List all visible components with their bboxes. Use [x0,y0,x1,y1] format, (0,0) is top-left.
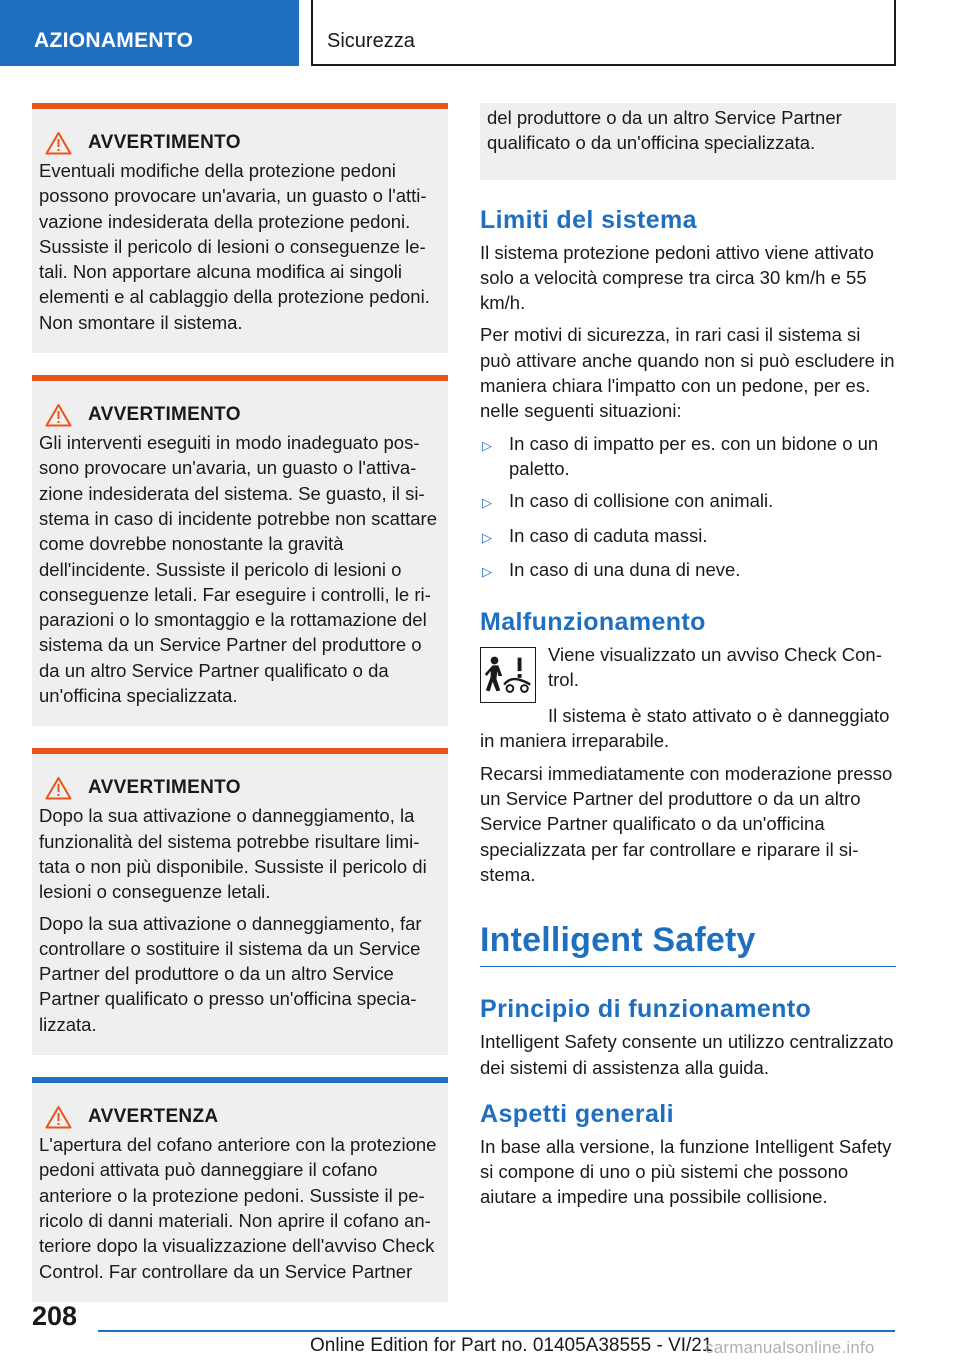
heading-malfunzionamento: Malfunzionamento [480,608,706,637]
warning-triangle-icon [45,403,72,427]
warning-text: Eventuali modifiche della protezione pedoni possono provocare un'avaria, un guasto o l'attivazione indesiderata della protezione pedoni. Sussiste il pericolo di lesioni o conseguenze letali. Non apportare alcuna modifica ai singoli elementi e al cablaggio della protezione pedoni. Non smontare il sistema. [39,160,430,333]
paragraph: Per motivi di sicurezza, in rari casi il sistema si può attivare anche quando non si può escludere in maniera chiara l'impatto con un pedone, per es. nelle seguenti situazioni: [480,324,895,422]
edition-note: Online Edition for Part no. 01405A38555 - VI/21 [310,1335,713,1356]
watermark: carmanualsonline.info [705,1338,875,1357]
caution-text: L'apertura del cofano anteriore con la protezione pedoni attivata può danneggiare il cofano anteriore o la protezione pedoni. Sussiste il pericolo di danni materiali. Non aprire il cofano anteriore dopo la visualizzazione dell'avviso Check Control. Far controllare da un Service Partner [39,1134,437,1282]
warning-triangle-icon [45,131,72,155]
warning-box [32,103,448,353]
left-column [32,103,448,1324]
warning-triangle-icon [45,1105,72,1129]
warning-text: Dopo la sua attivazione o danneggiamento, far controllare o sostituire il sistema da un Service Partner del produttore o da un altro Service Partner qualificato o presso un'officina specializzata. [39,912,422,1035]
warning-box [32,748,448,1055]
paragraph: Recarsi immediatamente con moderazione presso un Service Partner del produttore o da un altro Service Partner qualificato o da un'officina specializzata per far controllare e riparare il sistema. [480,762,893,885]
caution-continuation-text: del produttore o da un altro Service Partner qualificato o da un'officina specializzata. [487,107,842,154]
paragraph: In base alla versione, la funzione Intelligent Safety si compone di uno o più sistemi che possono aiutare a impedire una possibile collisione. [480,1135,892,1208]
list-item: ▷ In caso di collisione con animali. [480,488,896,515]
section-title: Sicurezza [327,30,415,52]
caution-continuation-box [480,103,896,180]
warning-title: AVVERTIMENTO [88,777,241,799]
page-number: 208 [32,1301,78,1331]
caution-title: AVVERTENZA [88,1106,219,1128]
chapter-tab: AZIONAMENTO [0,0,299,66]
warning-title: AVVERTIMENTO [88,132,241,153]
pedestrian-protection-icon [480,647,536,703]
warning-text: Dopo la sua attivazione o danneggiamento, la funzionalità del sistema potrebbe risultare limitata o non più disponibile. Sussiste il pericolo di lesioni o conseguenze letali. [39,805,427,903]
triangle-bullet-icon: ▷ [482,495,492,511]
list-item: ▷ In caso di caduta massi. [480,523,896,550]
paragraph: Intelligent Safety consente un utilizzo centralizzato dei sistemi di assistenza alla guida. [480,1031,894,1078]
list-item: ▷ In caso di impatto per es. con un bidone o un paletto. [480,431,896,482]
list-item: ▷ In caso di una duna di neve. [480,557,896,584]
triangle-bullet-icon: ▷ [482,563,492,579]
triangle-bullet-icon: ▷ [482,529,492,545]
heading-limiti: Limiti del sistema [480,205,697,234]
warning-text: Gli interventi eseguiti in modo inadeguato possono provocare un'avaria, un guasto o l'attivazione indesiderata del sistema. Se guasto, il sistema in caso di incidente potrebbe non scattare come dovrebbe nonostante la gravità dell'incidente. Sussiste il pericolo di lesioni o conseguenze letali. Far eseguire i controlli, le riparazioni o lo smontaggio e la rottamazione del sistema da un Service Partner del produttore o da un altro Service Partner qualificato o da un'officina specializzata. [39,432,437,707]
right-column [480,103,896,1217]
section-header [311,0,896,66]
warning-triangle-icon [45,776,72,800]
heading-principio: Principio di funzionamento [480,995,812,1024]
paragraph: Il sistema è stato attivato o è danneggiato in maniera irreparabile. [480,705,890,752]
triangle-bullet-icon: ▷ [482,437,492,453]
paragraph: Il sistema protezione pedoni attivo viene attivato solo a velocità comprese tra circa 30 km/h e 55 km/h. [480,241,874,314]
heading-intelligent-safety: Intelligent Safety [480,921,896,967]
caution-box [32,1077,448,1302]
warning-title: AVVERTIMENTO [88,404,241,426]
footer-divider [98,1330,895,1332]
paragraph: Viene visualizzato un avviso Check Control. [548,644,882,691]
warning-box [32,375,448,726]
heading-aspetti: Aspetti generali [480,1099,674,1128]
